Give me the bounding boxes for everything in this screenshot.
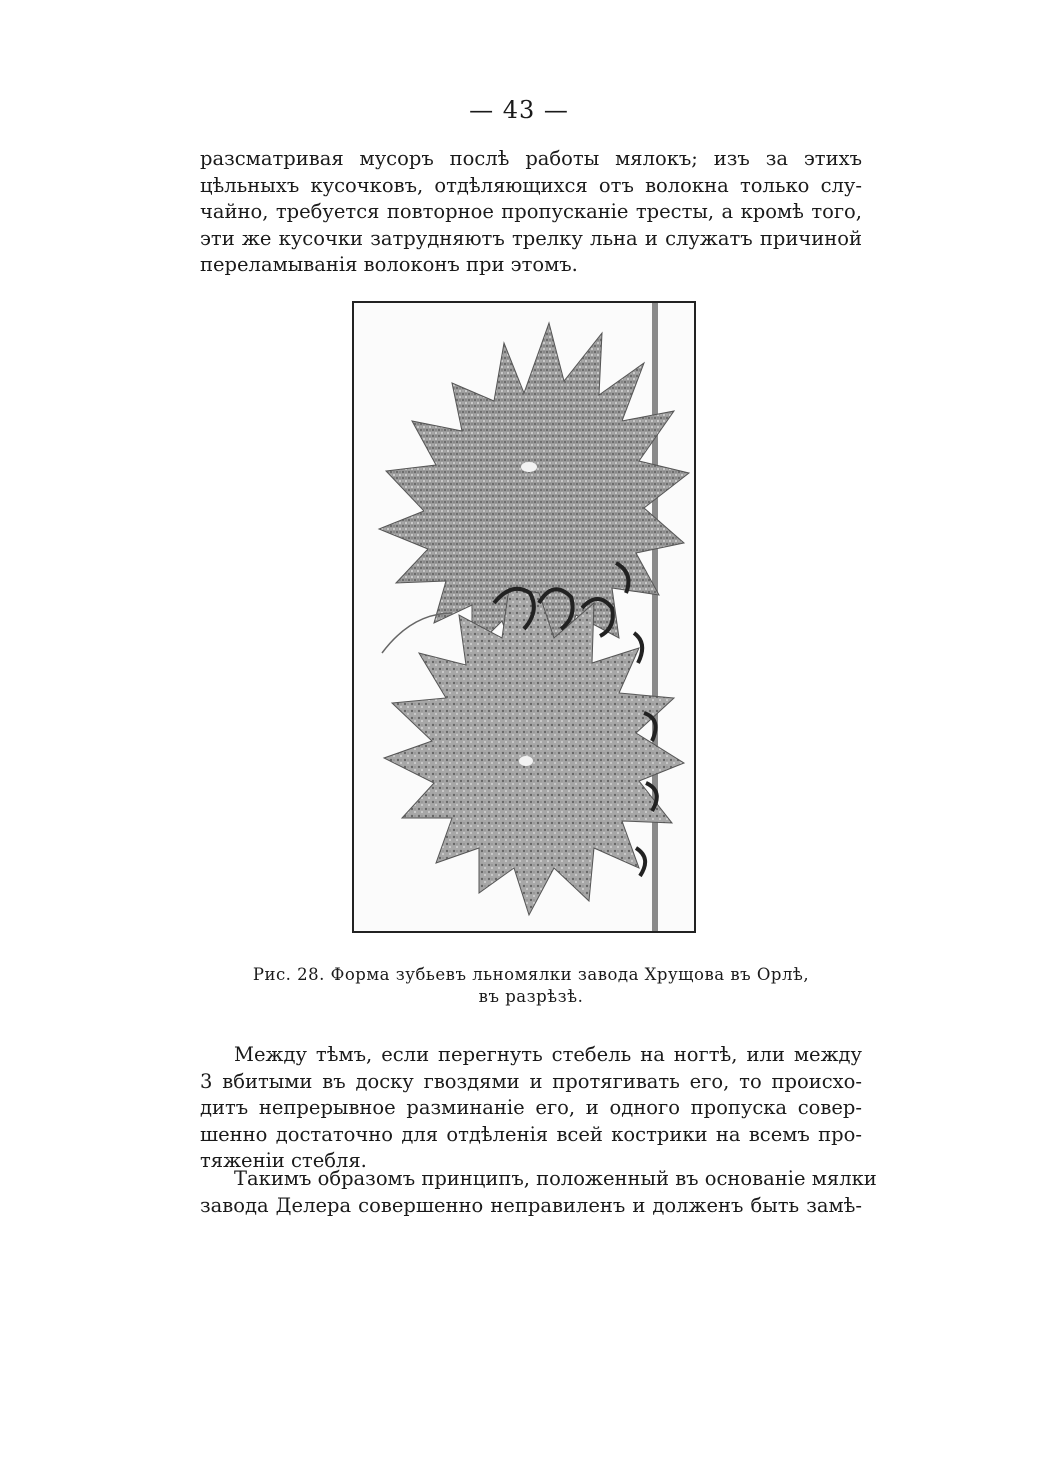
gear-figure [352, 301, 696, 933]
text-line: переламыванія волоконъ при этомъ. [200, 253, 578, 276]
text-line: Между тѣмъ, если перегнуть стебель на ногтѣ, или между [234, 1043, 862, 1066]
lower-gear-hub [519, 756, 533, 766]
text-line: шенно достаточно для отдѣленія всей кострики на всемъ про- [200, 1122, 862, 1146]
bottom-paragraph-2 [200, 1166, 877, 1219]
text-line: 3 вбитыми въ доску гвоздями и протягивать его, то происхо- [200, 1069, 862, 1093]
figure-caption [200, 964, 862, 1008]
text-line: чайно, требуется повторное пропусканіе тресты, а кромѣ того, [200, 200, 862, 223]
shaft-bar [652, 303, 658, 931]
bottom-paragraph-1 [200, 1042, 862, 1175]
text-line: Такимъ образомъ принципъ, положенный въ основаніе мялки [234, 1167, 877, 1190]
text-line: завода Делера совершенно неправиленъ и долженъ быть замѣ- [200, 1193, 862, 1217]
text-line: дитъ непрерывное разминаніе его, и одного пропуска совер- [200, 1096, 862, 1119]
text-line: тяженіи стебля. [200, 1149, 367, 1172]
gear-illustration [354, 303, 694, 931]
upper-gear-hub [521, 462, 537, 472]
text-line: цѣльныхъ кусочковъ, отдѣляющихся отъ волокна только слу- [200, 173, 862, 197]
top-paragraph [200, 146, 862, 279]
text-line: разсматривая мусоръ послѣ работы мялокъ; изъ за этихъ [200, 147, 862, 170]
page-number: — 43 — [469, 96, 569, 124]
text-line: эти же кусочки затрудняютъ трелку льна и служатъ причиной [200, 226, 862, 250]
caption-line: Рис. 28. Форма зубьевъ льномялки завода Хрущова въ Орлѣ, [252, 965, 810, 984]
caption-line: въ разрѣзѣ. [478, 987, 584, 1006]
